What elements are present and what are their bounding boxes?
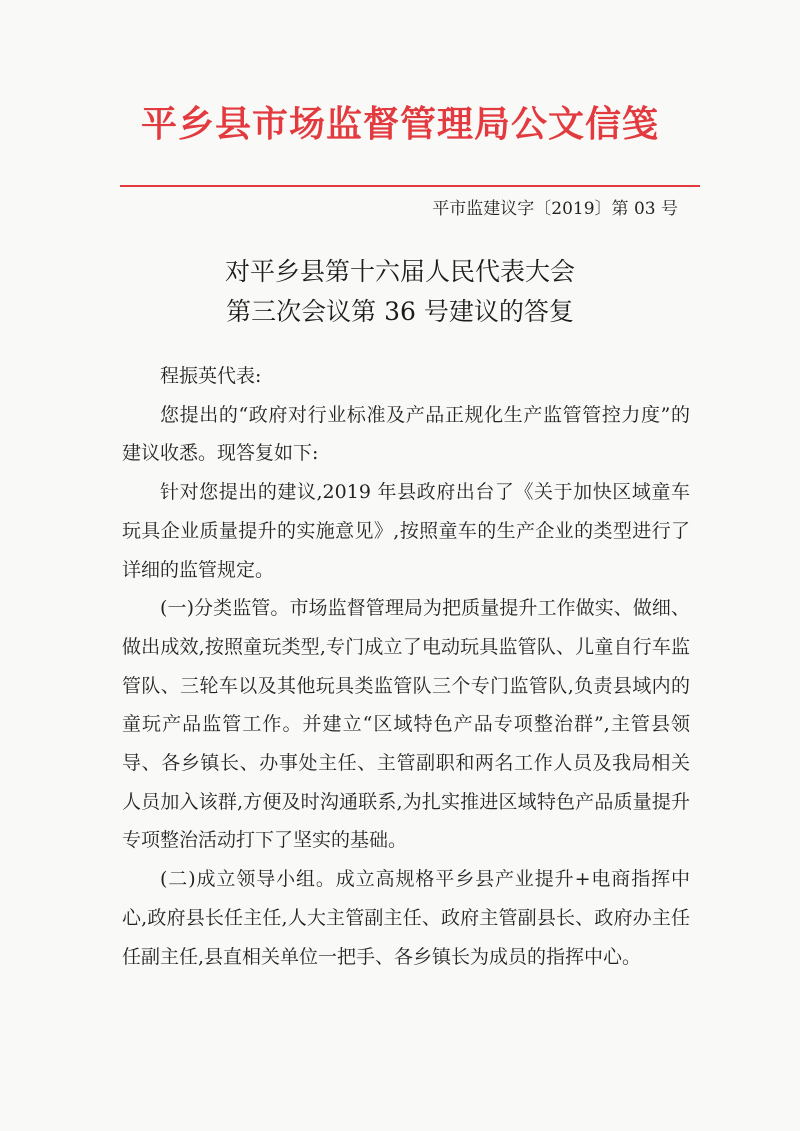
body-paragraph: (一)分类监管。市场监督管理局为把质量提升工作做实、做细、做出成效,按照童玩类型,专门成立了电动玩具监管队、儿童自行车监管队、三轮车以及其他玩具类监管队三个专门监管队,负责县域内的童玩产品监管工作。并建立“区域特色产品专项整治群”,主管县领导、各乡镇长、办事处主任、主管副职和两名工作人员及我局相关人员加入该群,方便及时沟通联系,为扎实推进区域特色产品质量提升专项整治活动打下了坚实的基础。 xyxy=(122,597,690,852)
document-body xyxy=(122,357,690,976)
salutation: 程振英代表: xyxy=(160,365,262,387)
document-title-line-1: 对平乡县第十六届人民代表大会 xyxy=(224,257,575,286)
document-title-line-2: 第三次会议第 36 号建议的答复 xyxy=(226,297,574,326)
document-number: 平市监建议字〔2019〕第 03 号 xyxy=(432,199,678,219)
body-paragraph: 您提出的“政府对行业标准及产品正规化生产监管管控力度”的建议收悉。现答复如下: xyxy=(122,403,690,465)
body-paragraph: 针对您提出的建议,2019 年县政府出台了《关于加快区域童车玩具企业质量提升的实施意见》,按照童车的生产企业的类型进行了详细的监管规定。 xyxy=(122,481,690,581)
letterhead-title: 平乡县市场监督管理局公文信笺 xyxy=(140,103,659,145)
body-paragraph: (二)成立领导小组。成立高规格平乡县产业提升+电商指挥中心,政府县长任主任,人大主管副主任、政府主管副县长、政府办主任任副主任,县直相关单位一把手、各乡镇长为成员的指挥中心。 xyxy=(122,868,690,968)
document-title xyxy=(0,252,800,332)
letterhead-red-rule xyxy=(120,185,700,187)
